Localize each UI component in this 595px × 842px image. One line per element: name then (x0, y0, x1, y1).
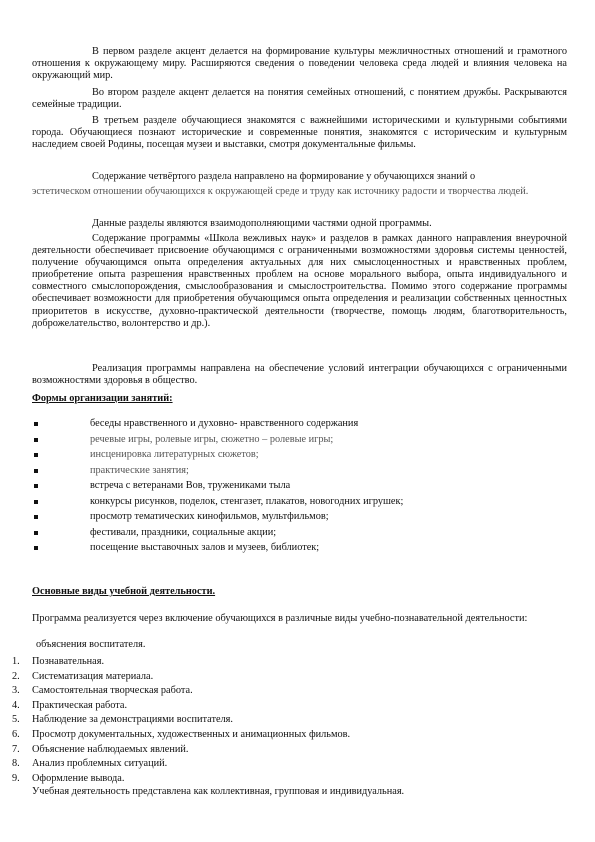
list-item: просмотр тематических кинофильмов, мультфильмов; (32, 509, 567, 525)
list-item: 5. Наблюдение за демонстрациями воспитателя. (12, 714, 233, 726)
list-item: 2. Систематизация материала. (12, 670, 154, 682)
bullet-icon (34, 531, 38, 535)
activity-types-intro: Программа реализуется через включение обучающихся в различные виды учебно-познавательной деятельности: (32, 613, 528, 624)
bullet-icon (34, 546, 38, 550)
paragraph-section-three: В третьем разделе обучающиеся знакомятся с важнейшими историческими и культурными событиями города. Обучающиеся познают исторические и современные понятия, знакомятся с историческим и культурным наследием своей Родины, посещая музеи и выставки, смотря документальные фильмы. (32, 115, 567, 151)
bullet-icon (34, 438, 38, 442)
bullet-icon (34, 453, 38, 457)
paragraph-program-content: Содержание программы «Школа вежливых наук» и разделов в рамках данного направления внеурочной деятельности обеспечивает присвоение обучающимся с ограниченными возможностями здоровья системы ценностей, получение обучающимся опыта определения актуальных для них смыслоценностных и нравственных проблем, приобретение опыта разрешения нравственных проблем на основе морального выбора, опыта индивидуального и совместного смыслопорождения, смыслообразования и смыслостроительства. Помимо этого содержание программы обеспечивает возможности для приобретения обучающимся опыта определения и реализации собственных ценностных приоритетов в искусстве, духовно-практической деятельности (творчестве, помощь людям, благотворительность, доброжелательство, волонтерство и др.). (32, 233, 567, 329)
list-item: 8. Анализ проблемных ситуаций. (12, 758, 168, 770)
activity-types-heading: Основные виды учебной деятельности. (32, 586, 216, 597)
bullet-icon (34, 500, 38, 504)
paragraph-section-four: Содержание четвёртого раздела направлено на формирование у обучающихся знаний о (92, 171, 476, 182)
bullet-icon (34, 469, 38, 473)
list-item: 1. Познавательная. (12, 656, 105, 667)
forms-heading: Формы организации занятий: (32, 393, 173, 404)
list-item: посещение выставочных залов и музеев, библиотек; (32, 540, 567, 556)
list-item: речевые игры, ролевые игры, сюжетно – ролевые игры; (32, 432, 567, 448)
list-item: 7. Объяснение наблюдаемых явлений. (12, 743, 189, 755)
list-item: 9. Оформление вывода. (12, 772, 125, 784)
forms-list (32, 416, 567, 556)
list-item: встреча с ветеранами Вов, тружениками тыла (32, 478, 567, 494)
bullet-icon (34, 484, 38, 488)
paragraph-section-two: Во втором разделе акцент делается на понятия семейных отношений, с понятием дружбы. Раскрываются семейные традиции. (32, 87, 567, 111)
paragraph-section-one: В первом разделе акцент делается на формирование культуры межличностных отношений и грамотного отношения к окружающему миру. Расширяются сведения о поведении человека среда людей и влияния человека на окружающий мир. (32, 46, 567, 82)
activity-types-sub: объяснения воспитателя. (36, 639, 146, 650)
activity-types-closing: Учебная деятельность представлена как коллективная, групповая и индивидуальная. (32, 786, 405, 797)
list-item: 6. Просмотр документальных, художественных и анимационных фильмов. (12, 728, 351, 740)
bullet-icon (34, 515, 38, 519)
activity-types-list (12, 655, 567, 786)
list-item: инсценировка литературных сюжетов; (32, 447, 567, 463)
bullet-icon (34, 422, 38, 426)
list-item: конкурсы рисунков, поделок, стенгазет, плакатов, новогодних игрушек; (32, 494, 567, 510)
list-item: 4. Практическая работа. (12, 699, 128, 711)
list-item: фестивали, праздники, социальные акции; (32, 525, 567, 541)
paragraph-sections-complementary: Данные разделы являются взаимодополняющими частями одной программы. (92, 218, 432, 229)
list-item: беседы нравственного и духовно- нравственного содержания (32, 416, 567, 432)
paragraph-program-implementation: Реализация программы направлена на обеспечение условий интеграции обучающихся с ограниченными возможностями здоровья в общество. (32, 363, 567, 387)
list-item: практические занятия; (32, 463, 567, 479)
paragraph-section-four-continued: эстетическом отношении обучающихся к окружающей среде и труду как источнику радости и творчества людей. (32, 186, 529, 197)
list-item: 3. Самостоятельная творческая работа. (12, 685, 193, 697)
